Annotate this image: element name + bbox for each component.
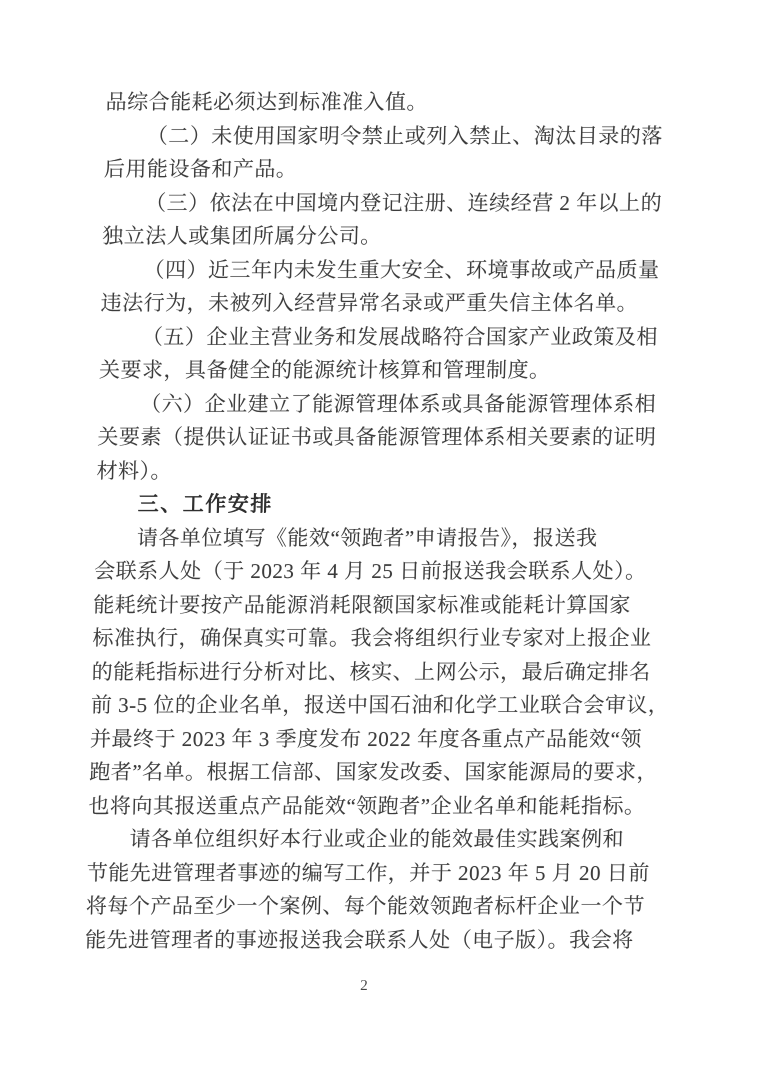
case-compilation-paragraph: 请各单位组织好本行业或企业的能效最佳实践案例和 节能先进管理者事迹的编写工作，并于 2023 年 5 月 20 日前 将每个产品至少一个案例、每个能效领跑者标杆企业一个节 能先进管理者的事迹报送我会联系人处（电子版）。我会将 bbox=[84, 827, 651, 952]
section-heading-work-arrangement: 三、工作安排 bbox=[137, 493, 274, 516]
condition-item-2: （二）未使用国家明令禁止或列入禁止、淘汰目录的落 后用能设备和产品。 bbox=[103, 123, 664, 181]
page-number: 2 bbox=[360, 978, 368, 994]
condition-item-6: （六）企业建立了能源管理体系或具备能源管理体系相 关要素（提供认证证书或具备能源管理体系相关要素的证明 材料）。 bbox=[96, 391, 657, 483]
work-arrangement-paragraph: 请各单位填写《能效“领跑者”申请报告》，报送我 会联系人处（于 2023 年 4 月 25 日前报送我会联系人处）。 能耗统计要按产品能源消耗限额国家标准或能耗计算国家 标准执行，确保真实可靠。我会将组织行业专家对上报企业 的能耗指标进行分析对比、核实、上网公示，最后确定排名 前 3-5 位的企业名单，报送中国石油和化学工业联合会审议， 并最终于 2023 年 3 季度发布 2022 年度各重点产品能效“领 跑者”名单。根据工信部、国家发改委、国家能源局的要求， 也将向其报送重点产品能效“领跑者”企业名单和能耗指标。 bbox=[88, 525, 670, 818]
condition-item-5: （五）企业主营业务和发展战略符合国家产业政策及相 关要求，具备健全的能源统计核算和管理制度。 bbox=[98, 324, 659, 382]
condition-item-4: （四）近三年内未发生重大安全、环境事故或产品质量 违法行为，未被列入经营异常名录或严重失信主体名单。 bbox=[100, 257, 660, 315]
condition-item-3: （三）依法在中国境内登记注册、连续经营 2 年以上的 独立法人或集团所属分公司。 bbox=[102, 190, 663, 248]
continued-paragraph: 品综合能耗必须达到标准准入值。 bbox=[105, 90, 429, 114]
